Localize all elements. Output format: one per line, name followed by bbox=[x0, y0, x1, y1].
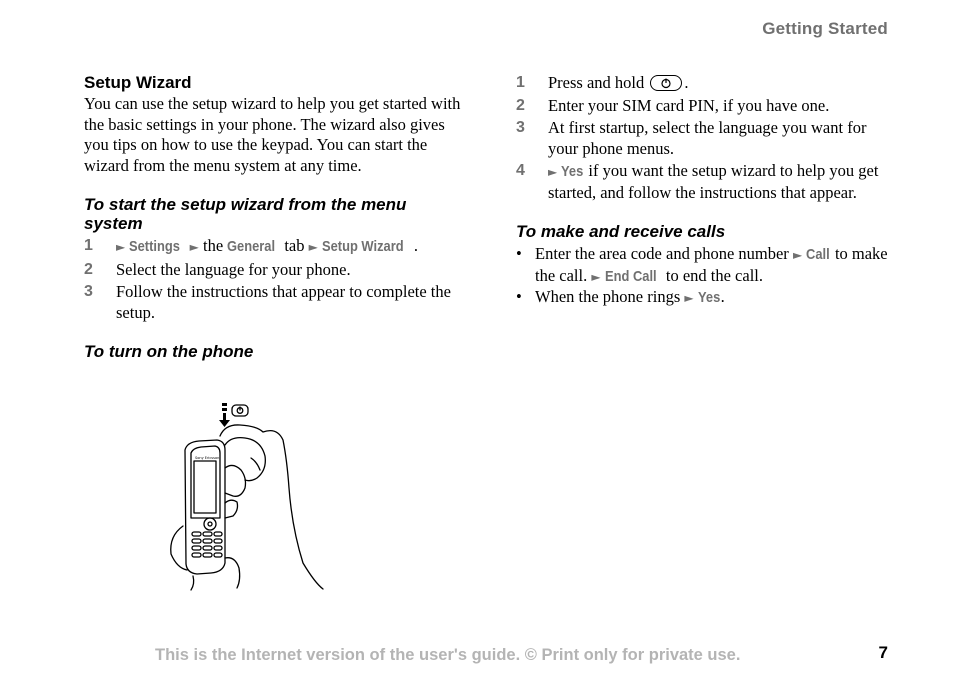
arrow-icon: ► bbox=[684, 291, 694, 305]
step-text: At first startup, select the language you want for your phone menus. bbox=[548, 118, 867, 158]
softkey-yes: Yes bbox=[561, 163, 584, 180]
list-item bbox=[516, 161, 896, 203]
step-number: 2 bbox=[516, 96, 525, 114]
softkey-yes: Yes bbox=[697, 289, 721, 306]
phone-power-illustration bbox=[165, 398, 330, 592]
turn-on-heading: To turn on the phone bbox=[84, 342, 254, 361]
arrow-icon: ► bbox=[548, 165, 558, 179]
menu-item-general: General bbox=[227, 238, 276, 255]
left-column bbox=[84, 73, 464, 361]
bullet-text: to make the call. bbox=[535, 244, 888, 285]
power-key-illustration bbox=[165, 398, 330, 592]
list-item bbox=[84, 260, 464, 281]
step-text: tab bbox=[280, 236, 309, 255]
setup-wizard-heading: Setup Wizard bbox=[84, 73, 192, 92]
list-item bbox=[516, 287, 896, 309]
bullet-text: Enter the area code and phone number bbox=[535, 244, 793, 263]
list-item bbox=[516, 73, 896, 94]
step-number: 3 bbox=[516, 119, 525, 136]
list-item bbox=[516, 244, 896, 287]
softkey-end-call: End Call bbox=[604, 267, 657, 285]
step-text: Follow the instructions that appear to complete the setup. bbox=[116, 282, 451, 322]
calls-bullets bbox=[516, 244, 896, 309]
step-text: Select the language for your phone. bbox=[116, 259, 351, 279]
bullet-text: to end the call. bbox=[661, 265, 763, 285]
menu-item-settings: Settings bbox=[129, 238, 181, 255]
bullet-icon: • bbox=[516, 287, 522, 306]
list-item bbox=[84, 282, 464, 323]
step-text: if you want the setup wizard to help you get started, and follow the instructions that appear. bbox=[548, 161, 879, 202]
list-item bbox=[516, 118, 896, 159]
arrow-icon: ► bbox=[189, 240, 199, 254]
arrow-icon: ► bbox=[591, 269, 601, 284]
footer-note: This is the Internet version of the user's guide. © Print only for private use. bbox=[155, 646, 741, 664]
calls-heading: To make and receive calls bbox=[516, 222, 726, 241]
list-item bbox=[84, 236, 464, 258]
bullet-icon: • bbox=[516, 244, 522, 263]
step-number: 1 bbox=[84, 237, 93, 254]
list-item bbox=[516, 96, 896, 117]
step-text: Enter your SIM card PIN, if you have one. bbox=[548, 95, 830, 115]
menu-item-setup-wizard: Setup Wizard bbox=[321, 238, 404, 255]
bullet-text: . bbox=[720, 287, 725, 306]
step-number: 2 bbox=[84, 260, 93, 278]
arrow-icon: ► bbox=[116, 240, 126, 254]
arrow-icon: ► bbox=[308, 240, 318, 254]
turn-on-steps bbox=[516, 73, 896, 203]
step-text: . bbox=[684, 73, 689, 92]
start-wizard-steps bbox=[84, 236, 464, 323]
power-key-icon bbox=[650, 75, 682, 91]
step-number: 1 bbox=[516, 74, 525, 91]
start-wizard-heading: To start the setup wizard from the menu system bbox=[84, 195, 407, 233]
bullet-text: When the phone rings bbox=[535, 287, 685, 306]
brand-mark: Sony Ericsson bbox=[195, 456, 220, 460]
step-text: Press and hold bbox=[548, 73, 649, 92]
right-column bbox=[516, 73, 896, 309]
section-header-title: Getting Started bbox=[762, 19, 888, 38]
step-number: 3 bbox=[84, 283, 93, 300]
step-text: the bbox=[198, 236, 228, 255]
arrow-icon: ► bbox=[792, 248, 803, 262]
step-number: 4 bbox=[516, 162, 525, 179]
softkey-call: Call bbox=[806, 246, 830, 263]
setup-wizard-intro: You can use the setup wizard to help you get started with the basic settings in your phone. The wizard also gives you tips on how to use the keypad. You can start the wizard from the menu system at any time. bbox=[84, 94, 461, 175]
page-number: 7 bbox=[878, 643, 888, 662]
step-text: . bbox=[413, 236, 418, 255]
